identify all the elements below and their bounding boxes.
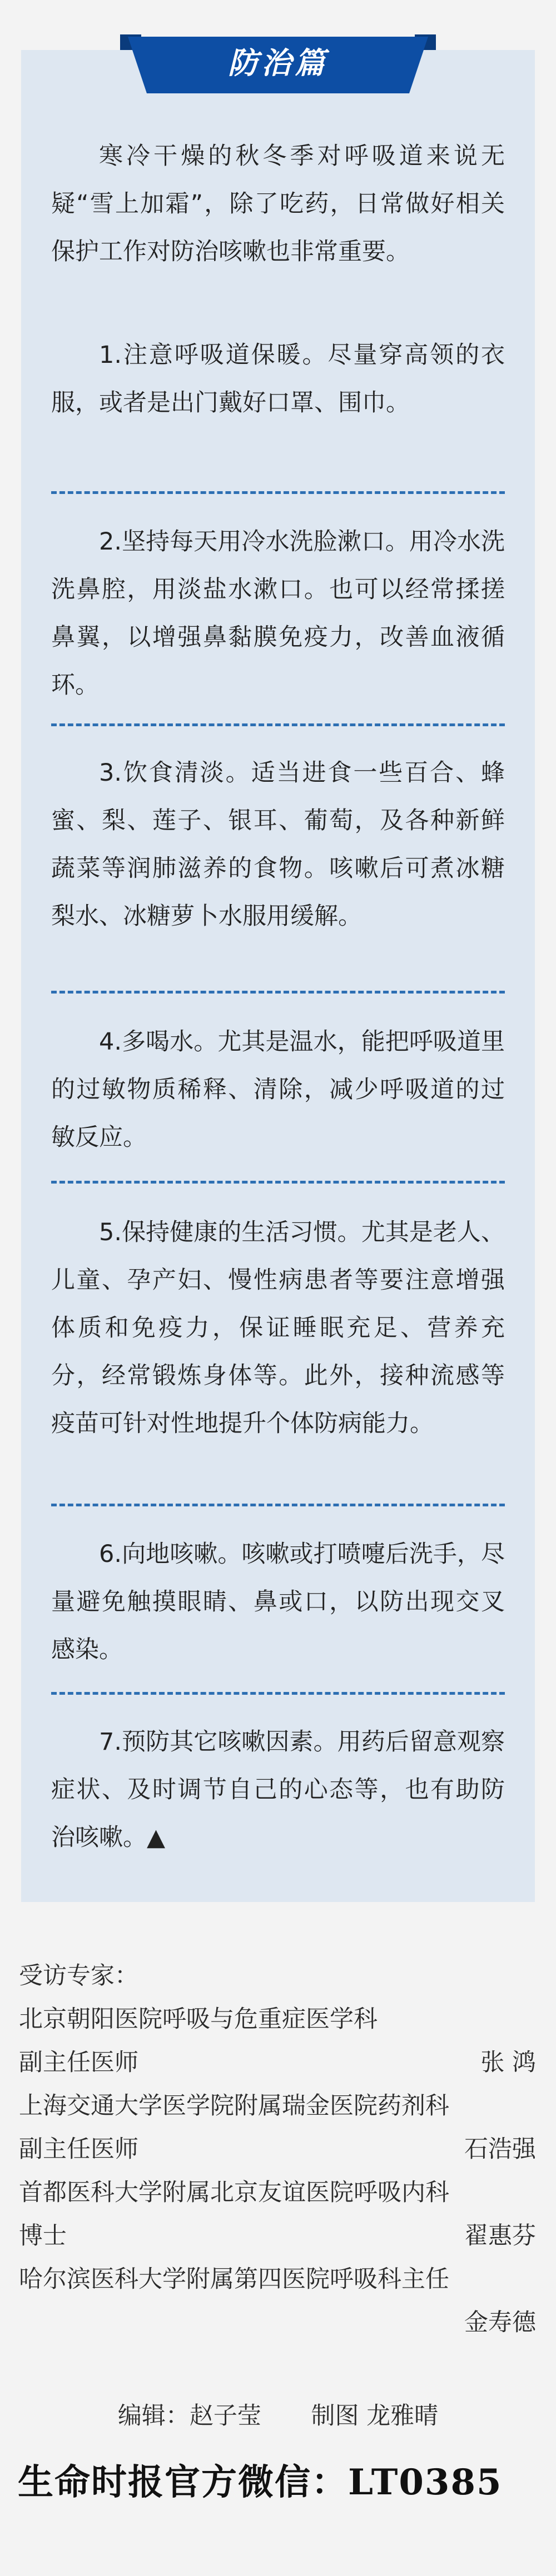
intro-paragraph: 寒冷干燥的秋冬季对呼吸道来说无疑“雪上加霜”，除了吃药，日常做好相关保护工作对防治咳嗽也非常重要。 <box>51 142 505 266</box>
tip-5: 5.保持健康的生活习惯。尤其是老人、儿童、孕产妇、慢性病患者等要注意增强体质和免疫力，保证睡眠充足、营养充分，经常锻炼身体等。此外，接种流感等疫苗可针对性地提升个体防病能力。 <box>51 1219 505 1437</box>
divider-line <box>51 991 505 994</box>
expert-title: 副主任医师 <box>19 2049 138 2076</box>
expert-name: 石浩强 <box>464 2135 536 2163</box>
expert-name: 金寿德 <box>464 2309 536 2337</box>
section-banner <box>120 34 436 100</box>
tip-6: 6.向地咳嗽。咳嗽或打喷嚏后洗手，尽量避免触摸眼睛、鼻或口，以防出现交叉感染。 <box>51 1540 505 1664</box>
expert-title: 博士 <box>19 2222 67 2250</box>
tip-3: 3.饮食清淡。适当进食一些百合、蜂蜜、梨、莲子、银耳、葡萄，及各种新鲜蔬菜等润肺滋养的食物。咳嗽后可煮冰糖梨水、冰糖萝卜水服用缓解。 <box>51 759 505 930</box>
divider-line <box>51 491 505 494</box>
tip-7: 7.预防其它咳嗽因素。用药后留意观察症状、及时调节自己的心态等，也有助防治咳嗽。▲ <box>51 1728 505 1851</box>
wechat-account: 生命时报官方微信：LT0385 <box>18 2462 503 2503</box>
divider-line <box>51 1504 505 1506</box>
credits <box>0 2394 556 2438</box>
expert-name: 翟惠芬 <box>464 2222 536 2250</box>
expert-list <box>19 1954 536 2343</box>
expert-org: 哈尔滨医科大学附属第四医院呼吸科主任 <box>19 2265 449 2293</box>
divider-line <box>51 1181 505 1184</box>
expert-title: 副主任医师 <box>19 2135 138 2163</box>
editor-credit: 编辑：赵子莹 <box>117 2402 261 2430</box>
experts-heading: 受访专家： <box>19 1962 138 1990</box>
tip-2: 2.坚持每天用冷水洗脸漱口。用冷水洗洗鼻腔，用淡盐水漱口。也可以经常揉搓鼻翼，以增强鼻黏膜免疫力，改善血液循环。 <box>51 528 505 699</box>
expert-org: 首都医科大学附属北京友谊医院呼吸内科 <box>19 2179 449 2206</box>
expert-name: 张 鸿 <box>480 2049 536 2076</box>
section-title: 防治篇 <box>228 46 328 81</box>
tip-4: 4.多喝水。尤其是温水，能把呼吸道里的过敏物质稀释、清除，减少呼吸道的过敏反应。 <box>51 1028 505 1151</box>
graphics-credit: 制图 龙雅晴 <box>311 2402 439 2430</box>
expert-org: 北京朝阳医院呼吸与危重症医学科 <box>19 2005 378 2033</box>
tip-1: 1.注意呼吸道保暖。尽量穿高领的衣服，或者是出门戴好口罩、围巾。 <box>51 341 505 417</box>
divider-line <box>51 1692 505 1695</box>
divider-line <box>51 723 505 726</box>
expert-org: 上海交通大学医学院附属瑞金医院药剂科 <box>19 2092 449 2120</box>
